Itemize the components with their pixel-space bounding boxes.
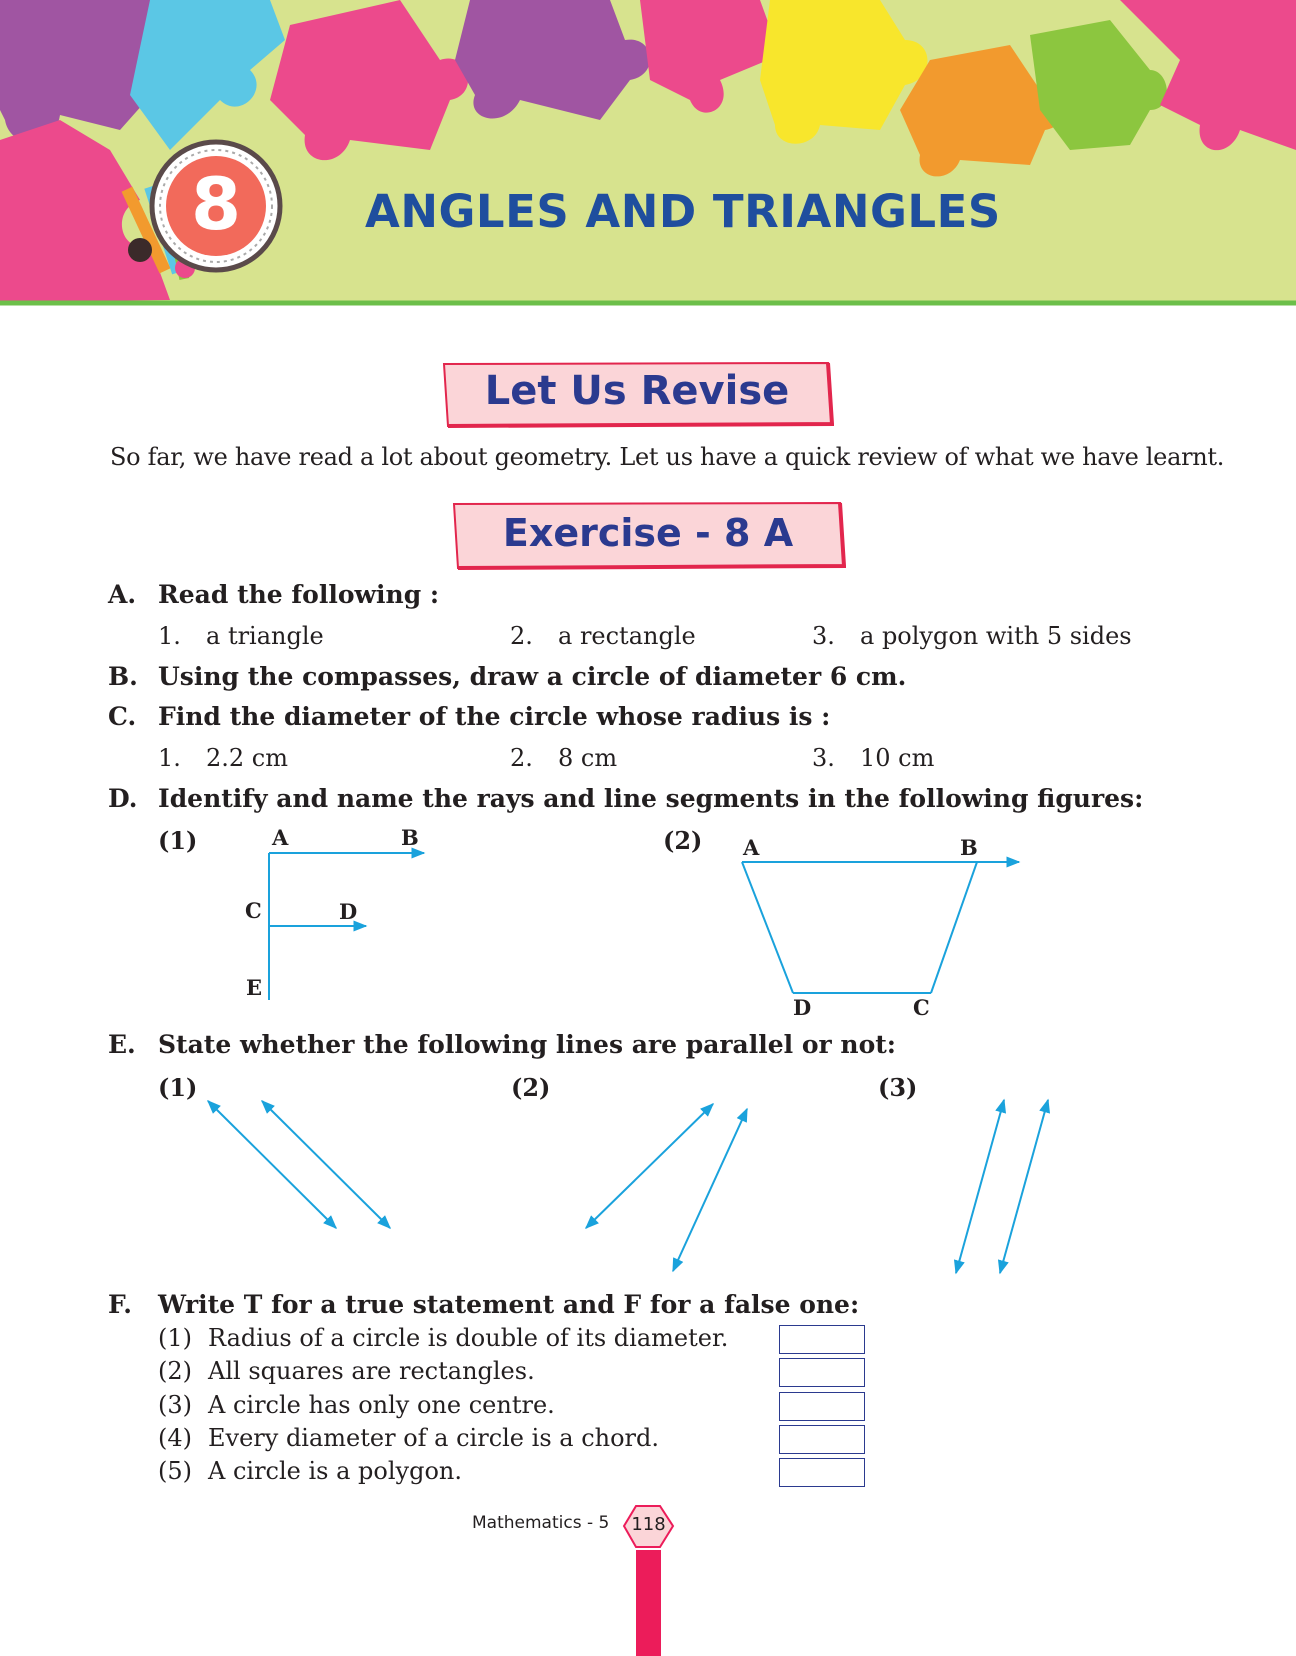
figure-e1-label: (1) — [158, 1073, 198, 1102]
revise-intro: So far, we have read a lot about geometry. Let us have a quick review of what we have learnt. — [110, 443, 1225, 471]
question-c-item-1: 1. 2.2 cm — [158, 744, 288, 772]
line-e1-a — [208, 1101, 336, 1228]
figure-e2 — [586, 1104, 747, 1271]
chapter-number: 8 — [190, 162, 242, 246]
question-c-item-2: 2. 8 cm — [510, 744, 618, 772]
exercise-heading: Exercise - 8 A — [502, 511, 794, 555]
figure-d1 — [269, 853, 424, 1000]
point-label-b2: B — [960, 835, 978, 860]
revise-heading: Let Us Revise — [484, 368, 790, 414]
line-e3-a — [956, 1100, 1004, 1273]
answer-box-4[interactable] — [779, 1425, 865, 1454]
point-label-d: D — [339, 899, 358, 924]
figure-d1-label: (1) — [158, 826, 198, 855]
figure-e3 — [956, 1100, 1048, 1273]
statement-4: (4) Every diameter of a circle is a chord. — [158, 1424, 660, 1452]
footer-subject: Mathematics - 5 — [472, 1513, 610, 1533]
question-a-item-2: 2. a rectangle — [510, 622, 696, 650]
question-d: D. Identify and name the rays and line segments in the following figures: — [108, 784, 1144, 813]
point-label-b: B — [401, 825, 419, 850]
statement-2: (2) All squares are rectangles. — [158, 1357, 535, 1385]
answer-box-1[interactable] — [779, 1325, 865, 1354]
point-label-c: C — [245, 898, 262, 923]
statement-1: (1) Radius of a circle is double of its diameter. — [158, 1324, 729, 1352]
point-label-a2: A — [743, 835, 760, 860]
figure-e2-label: (2) — [511, 1073, 551, 1102]
statement-5: (5) A circle is a polygon. — [158, 1457, 463, 1485]
question-e: E. State whether the following lines are parallel or not: — [108, 1030, 897, 1059]
point-label-d2: D — [793, 995, 812, 1020]
line-e3-b — [1000, 1100, 1048, 1273]
segment-ad — [742, 862, 793, 993]
figure-e3-label: (3) — [878, 1073, 918, 1102]
line-e2-a — [586, 1104, 713, 1228]
question-b: B. Using the compasses, draw a circle of diameter 6 cm. — [108, 662, 907, 691]
answer-box-5[interactable] — [779, 1458, 865, 1487]
question-c-item-3: 3. 10 cm — [812, 744, 935, 772]
question-c: C. Find the diameter of the circle whose radius is : — [108, 702, 831, 731]
answer-box-3[interactable] — [779, 1392, 865, 1421]
figure-d2-label: (2) — [663, 826, 703, 855]
answer-box-2[interactable] — [779, 1358, 865, 1387]
question-a-item-1: 1. a triangle — [158, 622, 324, 650]
figure-d2 — [742, 862, 1019, 993]
question-a: A. Read the following : — [108, 580, 440, 609]
question-f: F. Write T for a true statement and F for a false one: — [108, 1290, 860, 1319]
point-label-e: E — [246, 975, 263, 1000]
page-number: 118 — [631, 1514, 666, 1535]
chapter-title: ANGLES AND TRIANGLES — [365, 185, 1001, 238]
segment-cb — [931, 862, 977, 993]
question-a-item-3: 3. a polygon with 5 sides — [812, 622, 1132, 650]
point-label-a: A — [272, 825, 289, 850]
figure-e1 — [208, 1101, 390, 1228]
line-e1-b — [262, 1101, 390, 1228]
statement-3: (3) A circle has only one centre. — [158, 1391, 555, 1419]
point-label-c2: C — [913, 995, 930, 1020]
